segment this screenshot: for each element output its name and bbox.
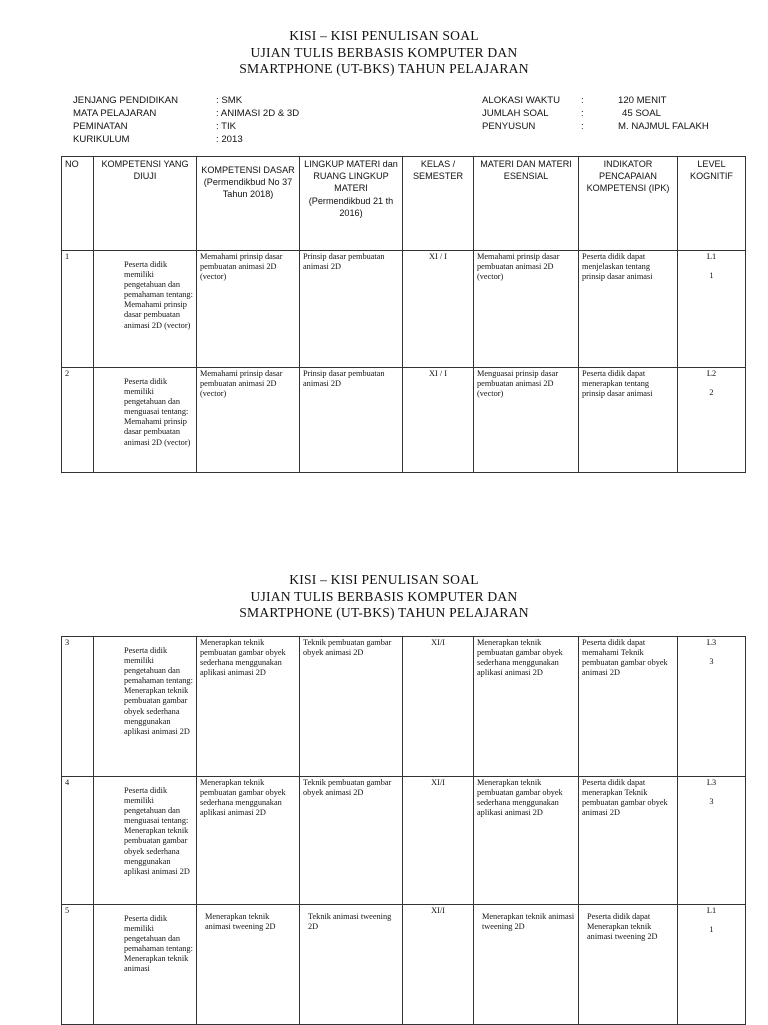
cell-ipk-text: Peserta didik dapat Menerapkan teknik animasi tweening 2D [587,912,658,942]
level-number: 1 [709,271,714,281]
header-indikator: INDIKATOR PENCAPAIAN KOMPETENSI (IPK) [579,157,678,251]
level-number: 1 [709,925,714,935]
cell-kelas: XI / I [403,368,474,473]
level-code: L1 [706,252,717,261]
cell-ipk: Peserta didik dapat memahami Teknik pembuatan gambar obyek animasi 2D [579,637,678,777]
info-separator: : [581,94,584,106]
cell-materi: Menerapkan teknik pembuatan gambar obyek sederhana menggunakan aplikasi animasi 2D [474,777,579,905]
cell-ipk: Peserta didik dapat menerapkan Teknik pembuatan gambar obyek animasi 2D [579,777,678,905]
header-materi-esensial: MATERI DAN MATERI ESENSIAL [474,157,579,251]
title-line-1: KISI – KISI PENULISAN SOAL [289,572,479,587]
cell-kelas: XI/I [403,637,474,777]
level-number: 3 [709,657,714,667]
info-left-values [216,94,299,147]
header-kompetensi-diuji: KOMPETENSI YANG DIUJI [94,157,197,251]
info-right-separators [581,94,584,134]
cell-kompetensi-text: Peserta didik memiliki pengetahuan dan pemahaman tentang: Menerapkan teknik pembuatan gambar obyek sederhana menggunakan aplikasi animasi 2D [124,646,193,736]
cell-kd: Memahami prinsip dasar pembuatan animasi 2D (vector) [197,368,300,473]
cell-kd: Memahami prinsip dasar pembuatan animasi 2D (vector) [197,251,300,368]
cell-level [678,368,746,473]
info-label: ALOKASI WAKTU [482,94,561,106]
cell-ipk: Peserta didik dapat menjelaskan tentang prinsip dasar animasi [579,251,678,368]
cell-no: 4 [62,777,94,905]
info-value: 45 SOAL [622,107,661,119]
cell-ipk [579,905,678,1025]
header-lingkup-materi: LINGKUP MATERI dan RUANG LINGKUP MATERI (Permendikbud 21 th 2016) [300,157,403,251]
cell-lingkup: Teknik pembuatan gambar obyek animasi 2D [300,777,403,905]
cell-lingkup: Teknik pembuatan gambar obyek animasi 2D [300,637,403,777]
cell-kompetensi [94,637,197,777]
table-row [62,637,746,777]
document-info [0,94,768,152]
cell-materi [474,905,579,1025]
info-label: PEMINATAN [73,121,128,133]
cell-kompetensi-text: Peserta didik memiliki pengetahuan dan menguasai tentang: Menerapkan teknik pembuatan gambar obyek sederhana menggunakan aplikasi animasi 2D [124,786,190,876]
cell-level [678,637,746,777]
cell-level [678,251,746,368]
info-label: JENJANG PENDIDIKAN [73,94,179,106]
document-page-2 [0,572,768,974]
cell-lingkup: Prinsip dasar pembuatan animasi 2D [300,251,403,368]
info-value: : SMK [216,94,243,106]
title-line-1: KISI – KISI PENULISAN SOAL [289,28,479,43]
info-value: M. NAJMUL FALAKH [618,121,709,133]
cell-kompetensi [94,905,197,1025]
cell-kd-text: Menerapkan teknik animasi tweening 2D [205,912,276,932]
info-value: : ANIMASI 2D & 3D [216,107,300,119]
level-number: 3 [709,797,714,807]
cell-materi: Memahami prinsip dasar pembuatan animasi 2D (vector) [474,251,579,368]
table-row [62,905,746,1025]
info-separator: : [581,121,584,133]
document-title-repeat [0,572,768,622]
document-page-1 [0,28,768,447]
header-no: NO [62,157,94,251]
cell-materi: Menerapkan teknik pembuatan gambar obyek sederhana menggunakan aplikasi animasi 2D [474,637,579,777]
cell-materi: Menguasai prinsip dasar pembuatan animasi 2D (vector) [474,368,579,473]
info-right-values [618,94,709,134]
title-line-3: SMARTPHONE (UT-BKS) TAHUN PELAJARAN [239,605,529,620]
kisi-table-1 [61,156,746,473]
level-code: L3 [706,638,717,647]
header-level-kognitif: LEVEL KOGNITIF [678,157,746,251]
cell-kd [197,905,300,1025]
cell-lingkup: Prinsip dasar pembuatan animasi 2D [300,368,403,473]
table-row [62,251,746,368]
cell-kelas: XI/I [403,905,474,1025]
cell-kd: Menerapkan teknik pembuatan gambar obyek sederhana menggunakan aplikasi animasi 2D [197,637,300,777]
title-line-2: UJIAN TULIS BERBASIS KOMPUTER DAN [250,588,518,604]
table-row [62,368,746,473]
level-code: L3 [706,778,717,787]
level-code: L1 [706,906,717,915]
info-label: PENYUSUN [482,121,536,133]
header-kelas-semester: KELAS / SEMESTER [403,157,474,251]
cell-kompetensi-text: Peserta didik memiliki pengetahuan dan menguasai tentang: Memahami prinsip dasar pembuatan animasi 2D (vector) [124,377,191,447]
level-code: L2 [706,369,717,378]
cell-lingkup-text: Teknik animasi tweening 2D [308,912,392,932]
info-label: KURIKULUM [73,134,130,146]
info-value: : 2013 [216,134,243,146]
title-line-3: SMARTPHONE (UT-BKS) TAHUN PELAJARAN [239,61,529,76]
info-separator: : [581,107,584,119]
header-kompetensi-dasar [197,157,300,251]
cell-level [678,777,746,905]
cell-kd: Menerapkan teknik pembuatan gambar obyek sederhana menggunakan aplikasi animasi 2D [197,777,300,905]
info-right-labels [482,94,560,134]
kisi-table-2 [61,636,746,1025]
cell-kelas: XI / I [403,251,474,368]
cell-lingkup [300,905,403,1025]
cell-kompetensi-text: Peserta didik memiliki pengetahuan dan pemahaman tentang: Memahami prinsip dasar pembuatan animasi 2D (vector) [124,260,193,330]
cell-no: 1 [62,251,94,368]
cell-no: 3 [62,637,94,777]
document-title [0,28,768,78]
info-value: : TIK [216,121,237,133]
table-header-row [62,157,746,251]
cell-kompetensi [94,368,197,473]
cell-no: 5 [62,905,94,1025]
header-kompetensi-dasar-text: KOMPETENSI DASAR (Permendikbud No 37 Tahun 2018) [201,165,295,200]
cell-no: 2 [62,368,94,473]
cell-kelas: XI/I [403,777,474,905]
cell-kompetensi [94,251,197,368]
level-number: 2 [709,388,714,398]
info-label: JUMLAH SOAL [482,107,549,119]
cell-level [678,905,746,1025]
title-line-2: UJIAN TULIS BERBASIS KOMPUTER DAN [250,44,518,60]
info-value: 120 MENIT [618,94,667,106]
cell-materi-text: Menerapkan teknik animasi tweening 2D [482,912,575,932]
info-label: MATA PELAJARAN [73,107,157,119]
table-row [62,777,746,905]
cell-ipk: Peserta didik dapat menerapkan tentang prinsip dasar animasi [579,368,678,473]
cell-kompetensi [94,777,197,905]
info-left-labels [73,94,178,147]
cell-kompetensi-text: Peserta didik memiliki pengetahuan dan pemahaman tentang: Menerapkan teknik animasi [124,914,193,974]
